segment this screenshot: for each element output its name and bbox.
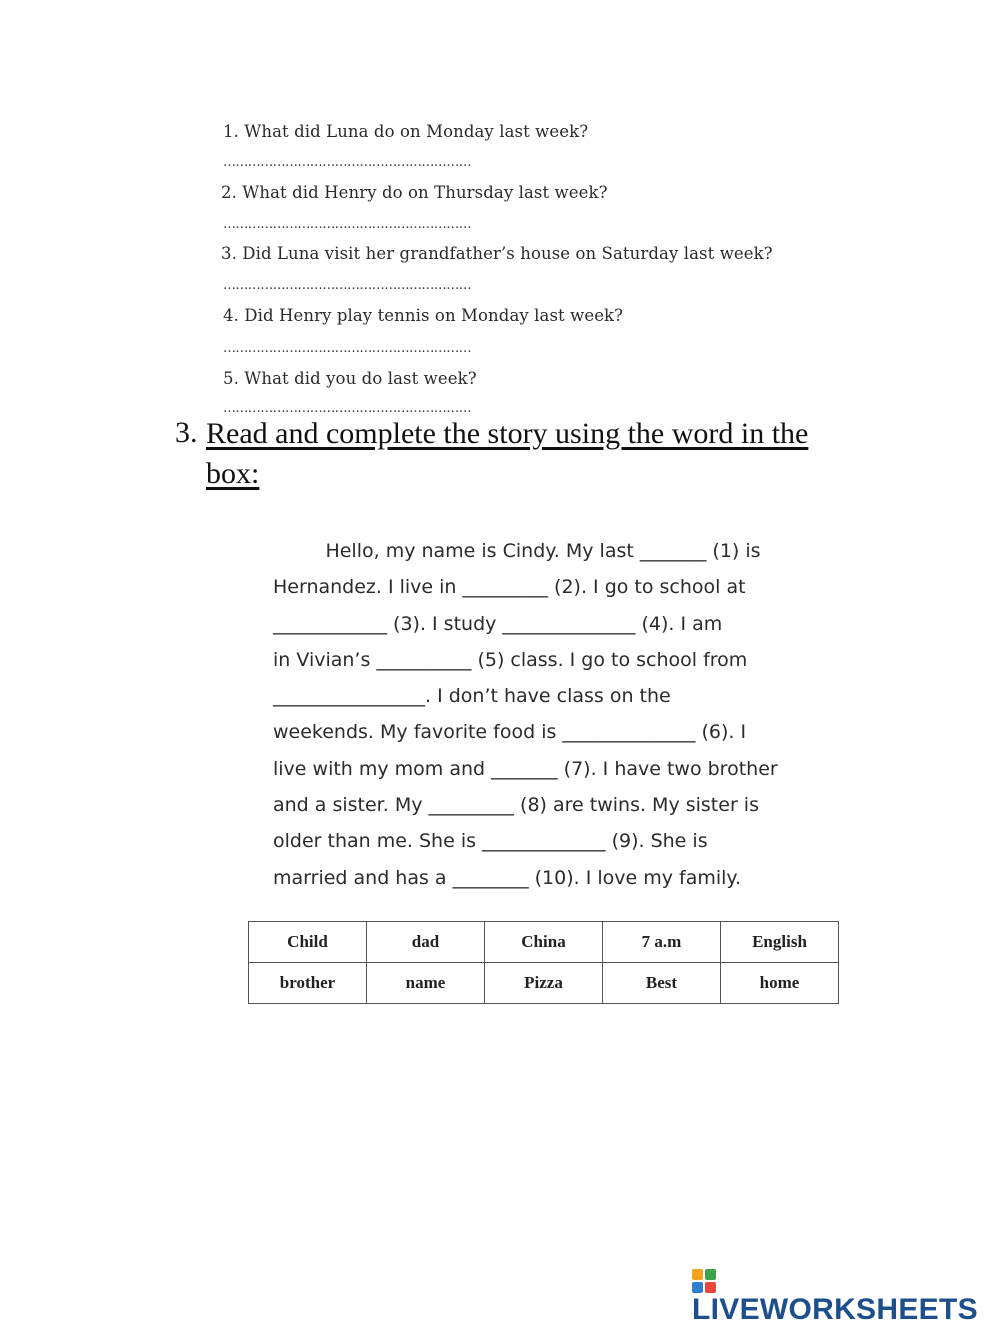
logo-square-icon (705, 1282, 716, 1293)
word-box-cell: Pizza (485, 963, 603, 1004)
logo-square-icon (692, 1269, 703, 1280)
word-box-row (249, 963, 839, 1004)
story-line: and a sister. My _________ (8) are twins. My sister is (273, 794, 759, 817)
section-title: Read and complete the story using the word in the box: (206, 417, 809, 490)
word-box-cell: home (721, 963, 839, 1004)
question-1: 1. What did Luna do on Monday last week? (223, 122, 589, 141)
word-box-cell: brother (249, 963, 367, 1004)
story-line: Hernandez. I live in _________ (2). I go to school at (273, 576, 746, 599)
liveworksheets-logo-icon (692, 1269, 716, 1293)
word-box-cell: dad (367, 922, 485, 963)
answer-line-4[interactable]: …………………………………………………… (223, 341, 472, 356)
answer-line-1[interactable]: …………………………………………………… (223, 155, 472, 170)
word-box-cell: English (721, 922, 839, 963)
answer-line-2[interactable]: …………………………………………………… (223, 217, 472, 232)
word-box-row (249, 922, 839, 963)
answer-line-3[interactable]: …………………………………………………… (223, 278, 472, 293)
word-box-cell: name (367, 963, 485, 1004)
story-line: married and has a ________ (10). I love my family. (273, 866, 742, 889)
question-3: 3. Did Luna visit her grandfather’s house on Saturday last week? (221, 244, 773, 263)
logo-text: LIVEWORKSHEETS (692, 1293, 978, 1326)
section-number: 3. (175, 416, 198, 449)
question-5: 5. What did you do last week? (223, 369, 477, 388)
logo-square-icon (692, 1282, 703, 1293)
story-line: ____________ (3). I study ______________ (4). I am (273, 612, 723, 635)
question-2: 2. What did Henry do on Thursday last week? (221, 183, 608, 202)
word-box-cell: 7 a.m (603, 922, 721, 963)
story-text (273, 533, 853, 896)
word-box-cell: Best (603, 963, 721, 1004)
logo-square-icon (705, 1269, 716, 1280)
story-line: ________________. I don’t have class on the (273, 685, 671, 708)
story-line: in Vivian’s __________ (5) class. I go to school from (273, 648, 748, 671)
story-line: older than me. She is _____________ (9). She is (273, 830, 708, 853)
word-box-table (248, 921, 839, 1004)
story-line: weekends. My favorite food is ______________ (6). I (273, 721, 747, 744)
answer-line-5[interactable]: …………………………………………………… (223, 401, 472, 416)
story-line: live with my mom and _______ (7). I have two brother (273, 757, 778, 780)
question-4: 4. Did Henry play tennis on Monday last week? (223, 306, 624, 325)
word-box-cell: China (485, 922, 603, 963)
liveworksheets-logo[interactable] (692, 1251, 1000, 1327)
word-box-cell: Child (249, 922, 367, 963)
story-line: Hello, my name is Cindy. My last _______ (1) is (325, 540, 761, 562)
